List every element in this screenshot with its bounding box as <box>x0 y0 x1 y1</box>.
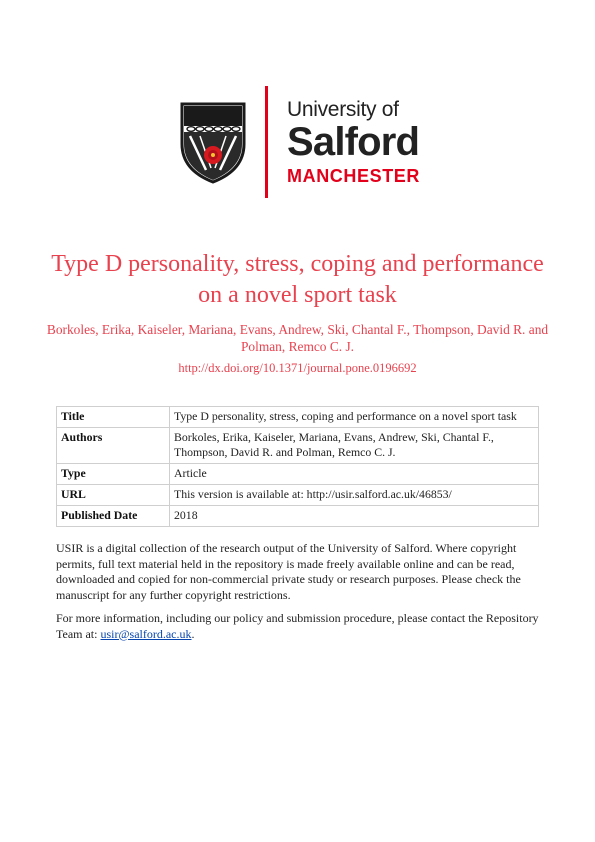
table-row <box>57 464 539 485</box>
type-label: Type <box>57 464 170 485</box>
contact-suffix: . <box>191 626 195 641</box>
logo-divider <box>265 86 268 198</box>
doi-link[interactable]: http://dx.doi.org/10.1371/journal.pone.0196692 <box>178 361 417 375</box>
wordmark <box>287 98 420 187</box>
table-row <box>57 485 539 506</box>
url-value[interactable]: This version is available at: http://usir.salford.ac.uk/46853/ <box>170 485 539 506</box>
metadata-table <box>56 406 539 527</box>
wordmark-university-of: University of <box>287 98 399 121</box>
authors-value: Borkoles, Erika, Kaiseler, Mariana, Evans, Andrew, Ski, Chantal F., Thompson, David R. and Polman, Remco C. J. <box>170 428 539 464</box>
crest-icon <box>178 98 248 184</box>
table-row <box>57 428 539 464</box>
table-row <box>57 506 539 527</box>
title-label: Title <box>57 407 170 428</box>
contact-paragraph <box>56 611 540 642</box>
email-link[interactable]: usir@salford.ac.uk <box>100 626 192 641</box>
document-title: Type D personality, stress, coping and performance on a novel sport task <box>51 251 544 308</box>
wordmark-manchester: MANCHESTER <box>287 166 421 186</box>
contact-text: For more information, including our policy and submission procedure, please contact the Repository Team at: <box>56 611 539 641</box>
university-logo <box>0 86 595 198</box>
url-label: URL <box>57 485 170 506</box>
wordmark-salford: Salford <box>287 120 420 164</box>
title-value: Type D personality, stress, coping and performance on a novel sport task <box>170 407 539 428</box>
usir-description: USIR is a digital collection of the research output of the University of Salford. Where copyright permits, full text material held in the repository is made freely available online and can be read, downloaded and copied for non-commercial private study or research purposes. Please check the manuscript for any further copyright restrictions. <box>56 541 521 602</box>
type-value: Article <box>170 464 539 485</box>
document-authors: Borkoles, Erika, Kaiseler, Mariana, Evans, Andrew, Ski, Chantal F., Thompson, David R. and Polman, Remco C. J. <box>46 322 549 354</box>
published-date-value: 2018 <box>170 506 539 527</box>
published-date-label: Published Date <box>57 506 170 527</box>
authors-label: Authors <box>57 428 170 464</box>
table-row <box>57 407 539 428</box>
